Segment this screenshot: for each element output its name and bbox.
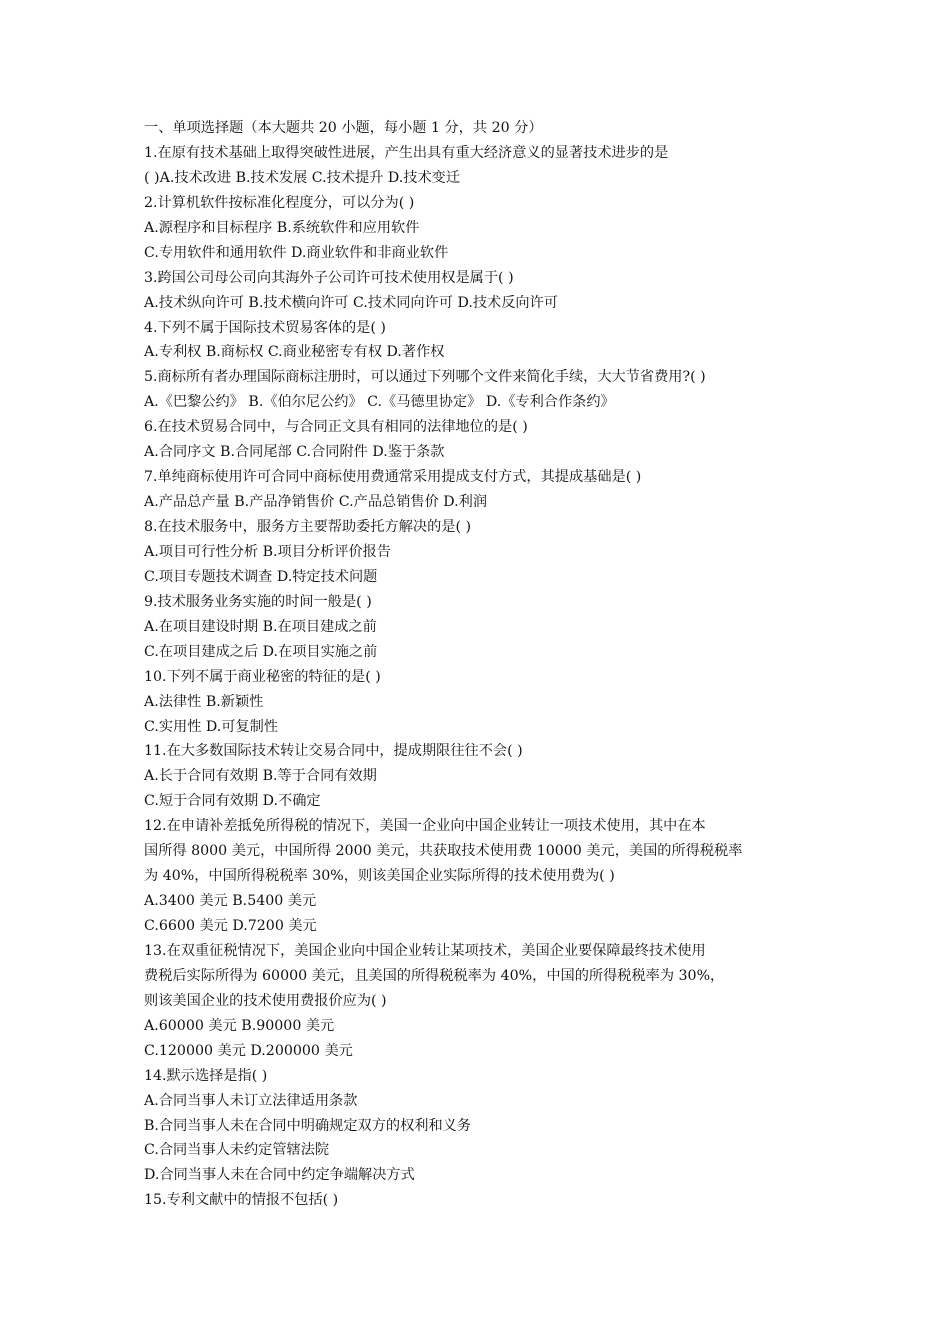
question-13-options-cd: C.120000 美元 D.200000 美元	[144, 1042, 353, 1059]
section-heading: 一、单项选择题（本大题共 20 小题，每小题 1 分，共 20 分）	[144, 120, 543, 136]
exam-text-body	[144, 116, 814, 1213]
question-9-options-cd: C.在项目建成之后 D.在项目实施之前	[144, 643, 378, 660]
question-1-stem: 1.在原有技术基础上取得突破性进展，产生出具有重大经济意义的显著技术进步的是	[144, 144, 669, 161]
question-14-option-a: A.合同当事人未订立法律适用条款	[144, 1092, 358, 1109]
question-13-options-ab: A.60000 美元 B.90000 美元	[144, 1017, 335, 1034]
question-2-options-ab: A.源程序和目标程序 B.系统软件和应用软件	[144, 219, 420, 236]
question-7-options: A.产品总产量 B.产品净销售价 C.产品总销售价 D.利润	[144, 494, 488, 511]
question-9-stem: 9.技术服务业务实施的时间一般是( )	[144, 593, 372, 610]
question-13-stem-line-2: 费税后实际所得为 60000 美元，且美国的所得税税率为 40%，中国的所得税税率为 30%，	[144, 967, 725, 984]
question-3-options: A.技术纵向许可 B.技术横向许可 C.技术同向许可 D.技术反向许可	[144, 294, 558, 311]
question-10-options-cd: C.实用性 D.可复制性	[144, 718, 279, 735]
question-12-stem-line-2: 国所得 8000 美元，中国所得 2000 美元，共获取技术使用费 10000 美元，美国的所得税税率	[144, 843, 743, 860]
question-1-options: ( )A.技术改进 B.技术发展 C.技术提升 D.技术变迁	[144, 169, 461, 186]
question-14-option-c: C.合同当事人未约定管辖法院	[144, 1142, 330, 1159]
question-13-stem-line-3: 则该美国企业的技术使用费报价应为( )	[144, 992, 387, 1009]
question-8-stem: 8.在技术服务中，服务方主要帮助委托方解决的是( )	[144, 519, 472, 535]
question-5-options: A.《巴黎公约》 B.《伯尔尼公约》 C.《马德里协定》 D.《专利合作条约》	[144, 394, 615, 411]
question-12-options-cd: C.6600 美元 D.7200 美元	[144, 918, 317, 934]
question-11-stem: 11.在大多数国际技术转让交易合同中，提成期限往往不会( )	[144, 743, 523, 760]
question-8-options-ab: A.项目可行性分析 B.项目分析评价报告	[144, 543, 392, 560]
question-6-stem: 6.在技术贸易合同中，与合同正文具有相同的法律地位的是( )	[144, 419, 528, 436]
question-11-options-cd: C.短于合同有效期 D.不确定	[144, 793, 321, 810]
question-13-stem-line-1: 13.在双重征税情况下，美国企业向中国企业转让某项技术，美国企业要保障最终技术使用	[144, 942, 706, 959]
question-14-option-d: D.合同当事人未在合同中约定争端解决方式	[144, 1167, 415, 1184]
question-14-stem: 14.默示选择是指( )	[144, 1067, 268, 1084]
question-10-options-ab: A.法律性 B.新颖性	[144, 693, 264, 710]
question-10-stem: 10.下列不属于商业秘密的特征的是( )	[144, 668, 381, 685]
question-7-stem: 7.单纯商标使用许可合同中商标使用费通常采用提成支付方式，其提成基础是( )	[144, 469, 642, 486]
question-5-stem: 5.商标所有者办理国际商标注册时，可以通过下列哪个文件来简化手续，大大节省费用?( )	[144, 369, 706, 386]
question-2-stem: 2.计算机软件按标准化程度分，可以分为( )	[144, 194, 415, 211]
question-4-options: A.专利权 B.商标权 C.商业秘密专有权 D.著作权	[144, 344, 445, 361]
question-12-stem-line-1: 12.在申请补差抵免所得税的情况下，美国一企业向中国企业转让一项技术使用，其中在本	[144, 818, 706, 835]
question-2-options-cd: C.专用软件和通用软件 D.商业软件和非商业软件	[144, 244, 449, 261]
question-12-stem-line-3: 为 40%，中国所得税税率 30%，则该美国企业实际所得的技术使用费为( )	[144, 868, 615, 885]
question-9-options-ab: A.在项目建设时期 B.在项目建成之前	[144, 618, 377, 635]
question-11-options-ab: A.长于合同有效期 B.等于合同有效期	[144, 768, 377, 785]
question-6-options: A.合同序文 B.合同尾部 C.合同附件 D.鉴于条款	[144, 444, 445, 461]
question-15-stem: 15.专利文献中的情报不包括( )	[144, 1192, 339, 1209]
question-3-stem: 3.跨国公司母公司向其海外子公司许可技术使用权是属于( )	[144, 269, 514, 286]
question-8-options-cd: C.项目专题技术调查 D.特定技术问题	[144, 568, 378, 585]
question-14-option-b: B.合同当事人未在合同中明确规定双方的权利和义务	[144, 1117, 472, 1134]
question-12-options-ab: A.3400 美元 B.5400 美元	[144, 893, 317, 910]
question-4-stem: 4.下列不属于国际技术贸易客体的是( )	[144, 319, 386, 336]
